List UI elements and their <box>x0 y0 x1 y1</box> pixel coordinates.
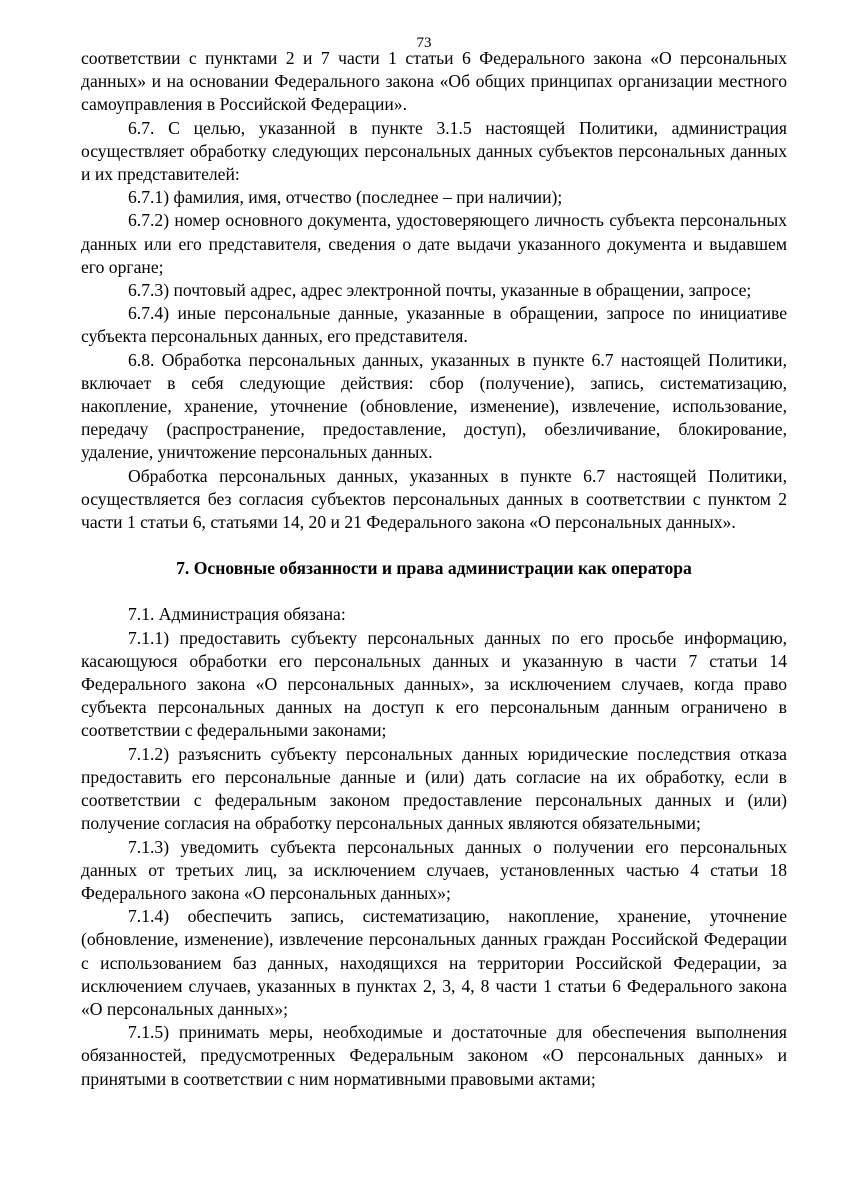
paragraph-6-8-continued: Обработка персональных данных, указанных в пункте 6.7 настоящей Политики, осуществляется без согласия субъектов персональных данных в соответствии с пунктом 2 части 1 статьи 6, статьями 14, 20 и 21 Федерального закона «О персональных данных». <box>81 465 787 533</box>
paragraph-continuation: соответствии с пунктами 2 и 7 части 1 статьи 6 Федерального закона «О персональных данных» и на основании Федерального закона «Об общих принципах организации местного самоуправления в Российской Федерации». <box>81 48 787 115</box>
paragraph-6-7-4: 6.7.4) иные персональные данные, указанные в обращении, запросе по инициативе субъекта персональных данных, его представителя. <box>81 303 787 347</box>
section-heading: 7. Основные обязанности и права администрации как оператора <box>176 558 692 579</box>
paragraph-7-1-1: 7.1.1) предоставить субъекту персональных данных по его просьбе информацию, касающуюся обработки его персональных данных и указанную в части 7 статьи 14 Федерального закона «О персональных данных», за исключением случаев, когда право субъекта персональных данных на доступ к его персональным данным ограничено в соответствии с федеральными законами; <box>81 627 787 741</box>
paragraph-6-7-1: 6.7.1) фамилия, имя, отчество (последнее – при наличии); <box>128 187 563 208</box>
page-number: 73 <box>416 35 432 51</box>
paragraph-7-1-5: 7.1.5) принимать меры, необходимые и достаточные для обеспечения выполнения обязанностей, предусмотренных Федеральным законом «О персональных данных» и принятыми в соответствии с ним нормативными правовыми актами; <box>81 1022 787 1089</box>
paragraph-7-1-4: 7.1.4) обеспечить запись, систематизацию, накопление, хранение, уточнение (обновление, изменение), извлечение персональных данных граждан Российской Федерации с использованием баз данных, находящихся на территории Российской Федерации, за исключением случаев, указанных в пунктах 2, 3, 4, 8 части 1 статьи 6 Федерального закона «О персональных данных»; <box>81 906 787 1019</box>
paragraph-6-7: 6.7. С целью, указанной в пункте 3.1.5 настоящей Политики, администрация осуществляет обработку следующих персональных данных субъектов персональных данных и их представителей: <box>81 117 787 185</box>
paragraph-7-1: 7.1. Администрация обязана: <box>128 604 346 625</box>
paragraph-6-8: 6.8. Обработка персональных данных, указанных в пункте 6.7 настоящей Политики, включает в себя следующие действия: сбор (получение), запись, систематизацию, накопление, хранение, уточнение (обновление, изменение), извлечение, использование, передачу (распространение, предоставление, доступ), обезличивание, блокирование, удаление, уничтожение персональных данных. <box>81 349 787 463</box>
paragraph-6-7-3: 6.7.3) почтовый адрес, адрес электронной почты, указанные в обращении, запросе; <box>128 280 752 301</box>
page-content <box>81 47 787 1091</box>
paragraph-7-1-2: 7.1.2) разъяснить субъекту персональных данных юридические последствия отказа предоставить его персональные данные и (или) дать согласие на их обработку, если в соответствии с федеральным законом предоставление персональных данных и (или) получение согласия на обработку персональных данных являются обязательными; <box>81 743 787 834</box>
paragraph-7-1-3: 7.1.3) уведомить субъекта персональных данных о получении его персональных данных от третьих лиц, за исключением случаев, установленных частью 4 статьи 18 Федерального закона «О персональных данных»; <box>81 836 787 903</box>
paragraph-6-7-2: 6.7.2) номер основного документа, удостоверяющего личность субъекта персональных данных или его представителя, сведения о дате выдачи указанного документа и выдавшем его органе; <box>81 210 787 277</box>
